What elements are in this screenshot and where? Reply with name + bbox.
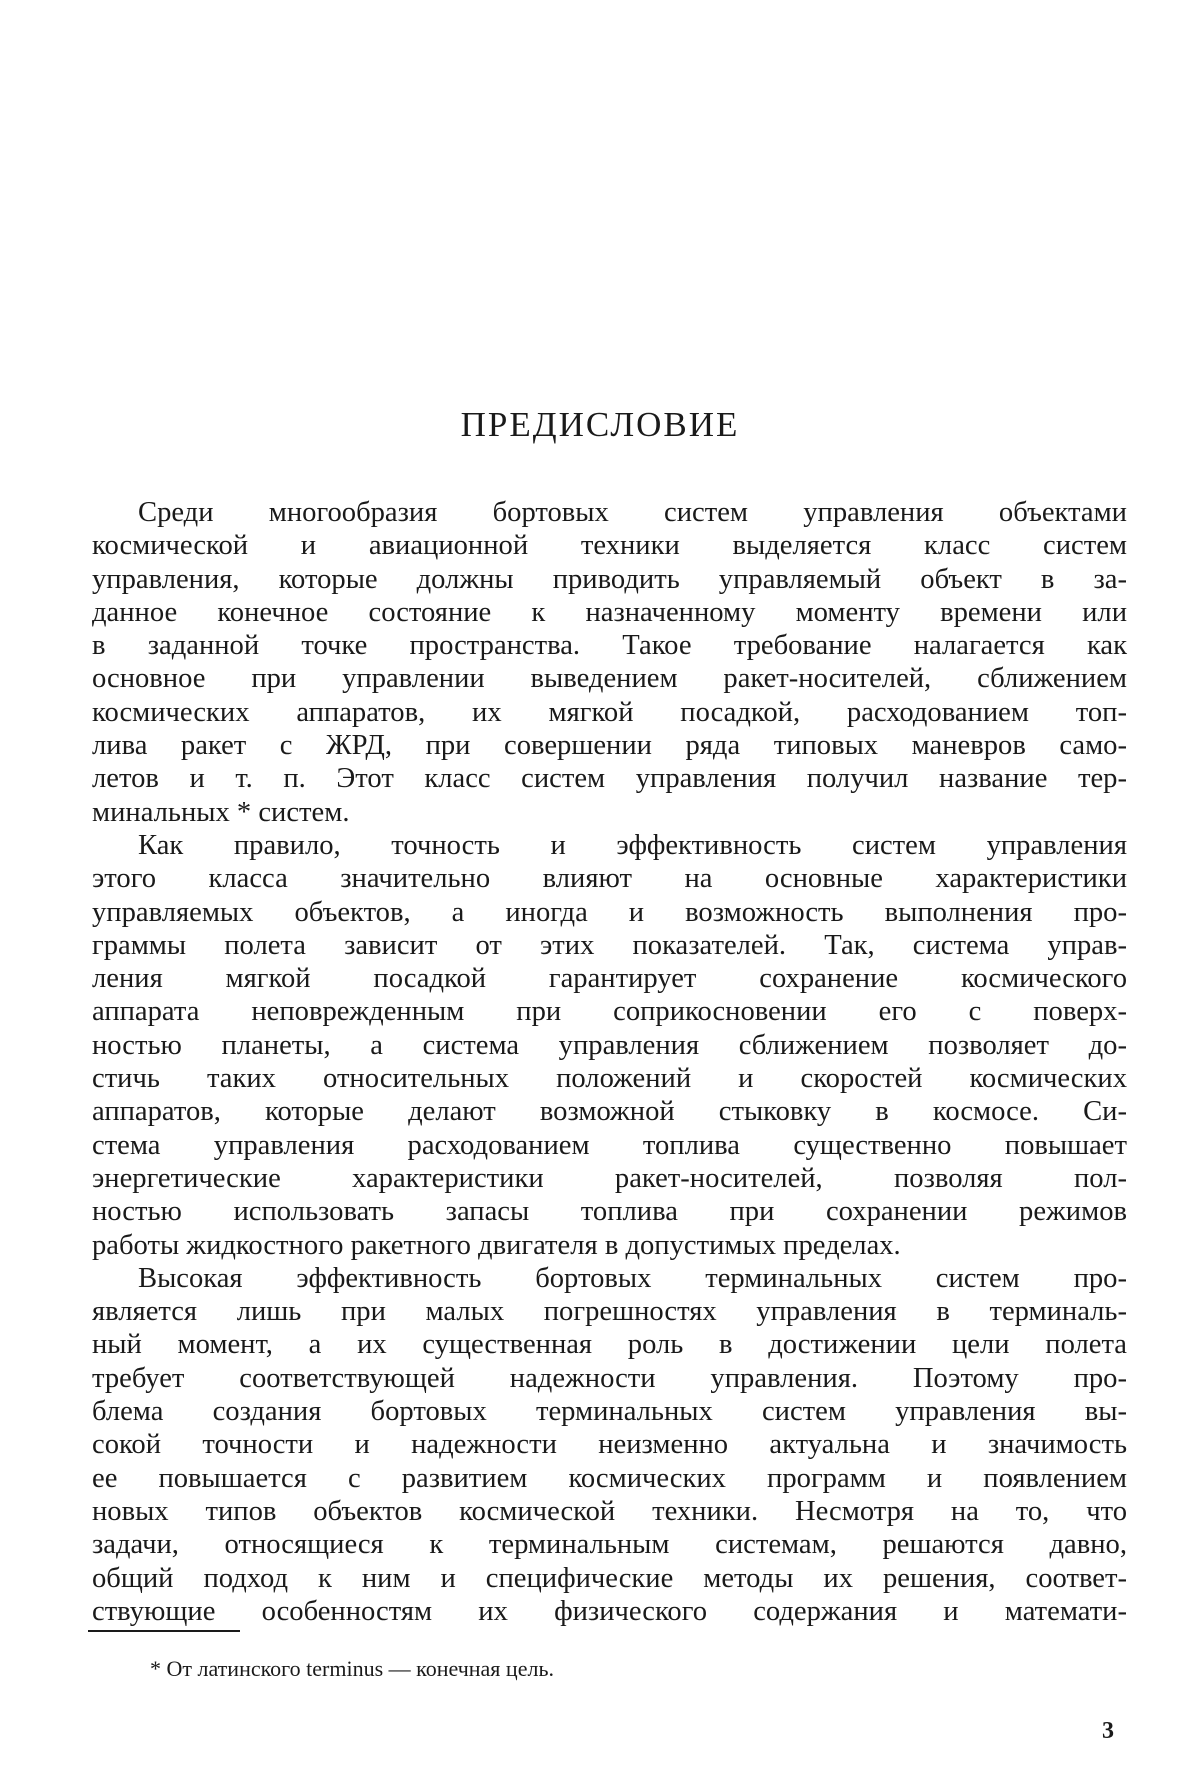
footnote: * От латинского terminus — конечная цель. [150, 1656, 554, 1681]
text-line: космических аппаратов, их мягкой посадкой, расходованием топ- [92, 696, 1127, 728]
text-line: Как правило, точность и эффективность систем управления [138, 829, 1127, 861]
text-line: ностью планеты, а система управления сближением позволяет до- [92, 1029, 1127, 1061]
text-line: Среди многообразия бортовых систем управления объектами [138, 497, 1127, 528]
footnote-divider [88, 1630, 240, 1632]
text-line: космической и авиационной техники выделяется класс систем [92, 530, 1127, 562]
text-line: минальных * систем. [92, 796, 350, 828]
paragraph-3 [92, 1262, 1127, 1628]
text-line: данное конечное состояние к назначенному моменту времени или [92, 596, 1127, 628]
text-line: ствующие особенностям их физического содержания и математи- [92, 1595, 1127, 1627]
text-line: ее повышается с развитием космических программ и появлением [92, 1462, 1127, 1494]
text-line: Высокая эффективность бортовых терминальных систем про- [138, 1262, 1127, 1294]
text-line: аппаратов, которые делают возможной стыковку в космосе. Си- [92, 1096, 1127, 1128]
page-title: ПРЕДИСЛОВИЕ [460, 405, 740, 444]
text-line: ный момент, а их существенная роль в достижении цели полета [92, 1329, 1127, 1361]
text-line: граммы полета зависит от этих показателей. Так, система управ- [92, 929, 1127, 961]
text-line: новых типов объектов космической техники. Несмотря на то, что [92, 1495, 1127, 1527]
text-line: этого класса значительно влияют на основные характеристики [92, 863, 1127, 895]
text-line: управления, которые должны приводить управляемый объект в за- [92, 563, 1127, 595]
text-line: энергетические характеристики ракет-носителей, позволяя пол- [92, 1162, 1127, 1194]
text-line: стема управления расходованием топлива существенно повышает [92, 1129, 1127, 1161]
text-line: является лишь при малых погрешностях управления в терминаль- [92, 1296, 1127, 1328]
body-text [92, 496, 1127, 1628]
text-line: работы жидкостного ракетного двигателя в допустимых пределах. [92, 1229, 901, 1261]
text-line: общий подход к ним и специфические методы их решения, соответ- [92, 1562, 1127, 1594]
text-line: летов и т. п. Этот класс систем управления получил название тер- [92, 763, 1127, 795]
text-line: ностью использовать запасы топлива при сохранении режимов [92, 1196, 1127, 1228]
text-line: стичь таких относительных положений и скоростей космических [92, 1063, 1127, 1095]
text-line: задачи, относящиеся к терминальным системам, решаются давно, [92, 1529, 1127, 1561]
paragraph-1 [92, 496, 1127, 829]
text-line: требует соответствующей надежности управления. Поэтому про- [92, 1362, 1127, 1394]
text-line: основное при управлении выведением ракет-носителей, сближением [92, 663, 1127, 695]
page-number: 3 [1102, 1718, 1114, 1744]
text-line: аппарата неповрежденным при соприкосновении его с поверх- [92, 996, 1127, 1028]
text-line: сокой точности и надежности неизменно актуальна и значимость [92, 1429, 1127, 1461]
text-line: управляемых объектов, а иногда и возможность выполнения про- [92, 896, 1127, 928]
text-line: в заданной точке пространства. Такое требование налагается как [92, 630, 1127, 662]
text-line: ления мягкой посадкой гарантирует сохранение космического [92, 963, 1127, 995]
paragraph-2 [92, 829, 1127, 1262]
text-line: лива ракет с ЖРД, при совершении ряда типовых маневров само- [92, 730, 1127, 762]
text-line: блема создания бортовых терминальных систем управления вы- [92, 1396, 1127, 1428]
